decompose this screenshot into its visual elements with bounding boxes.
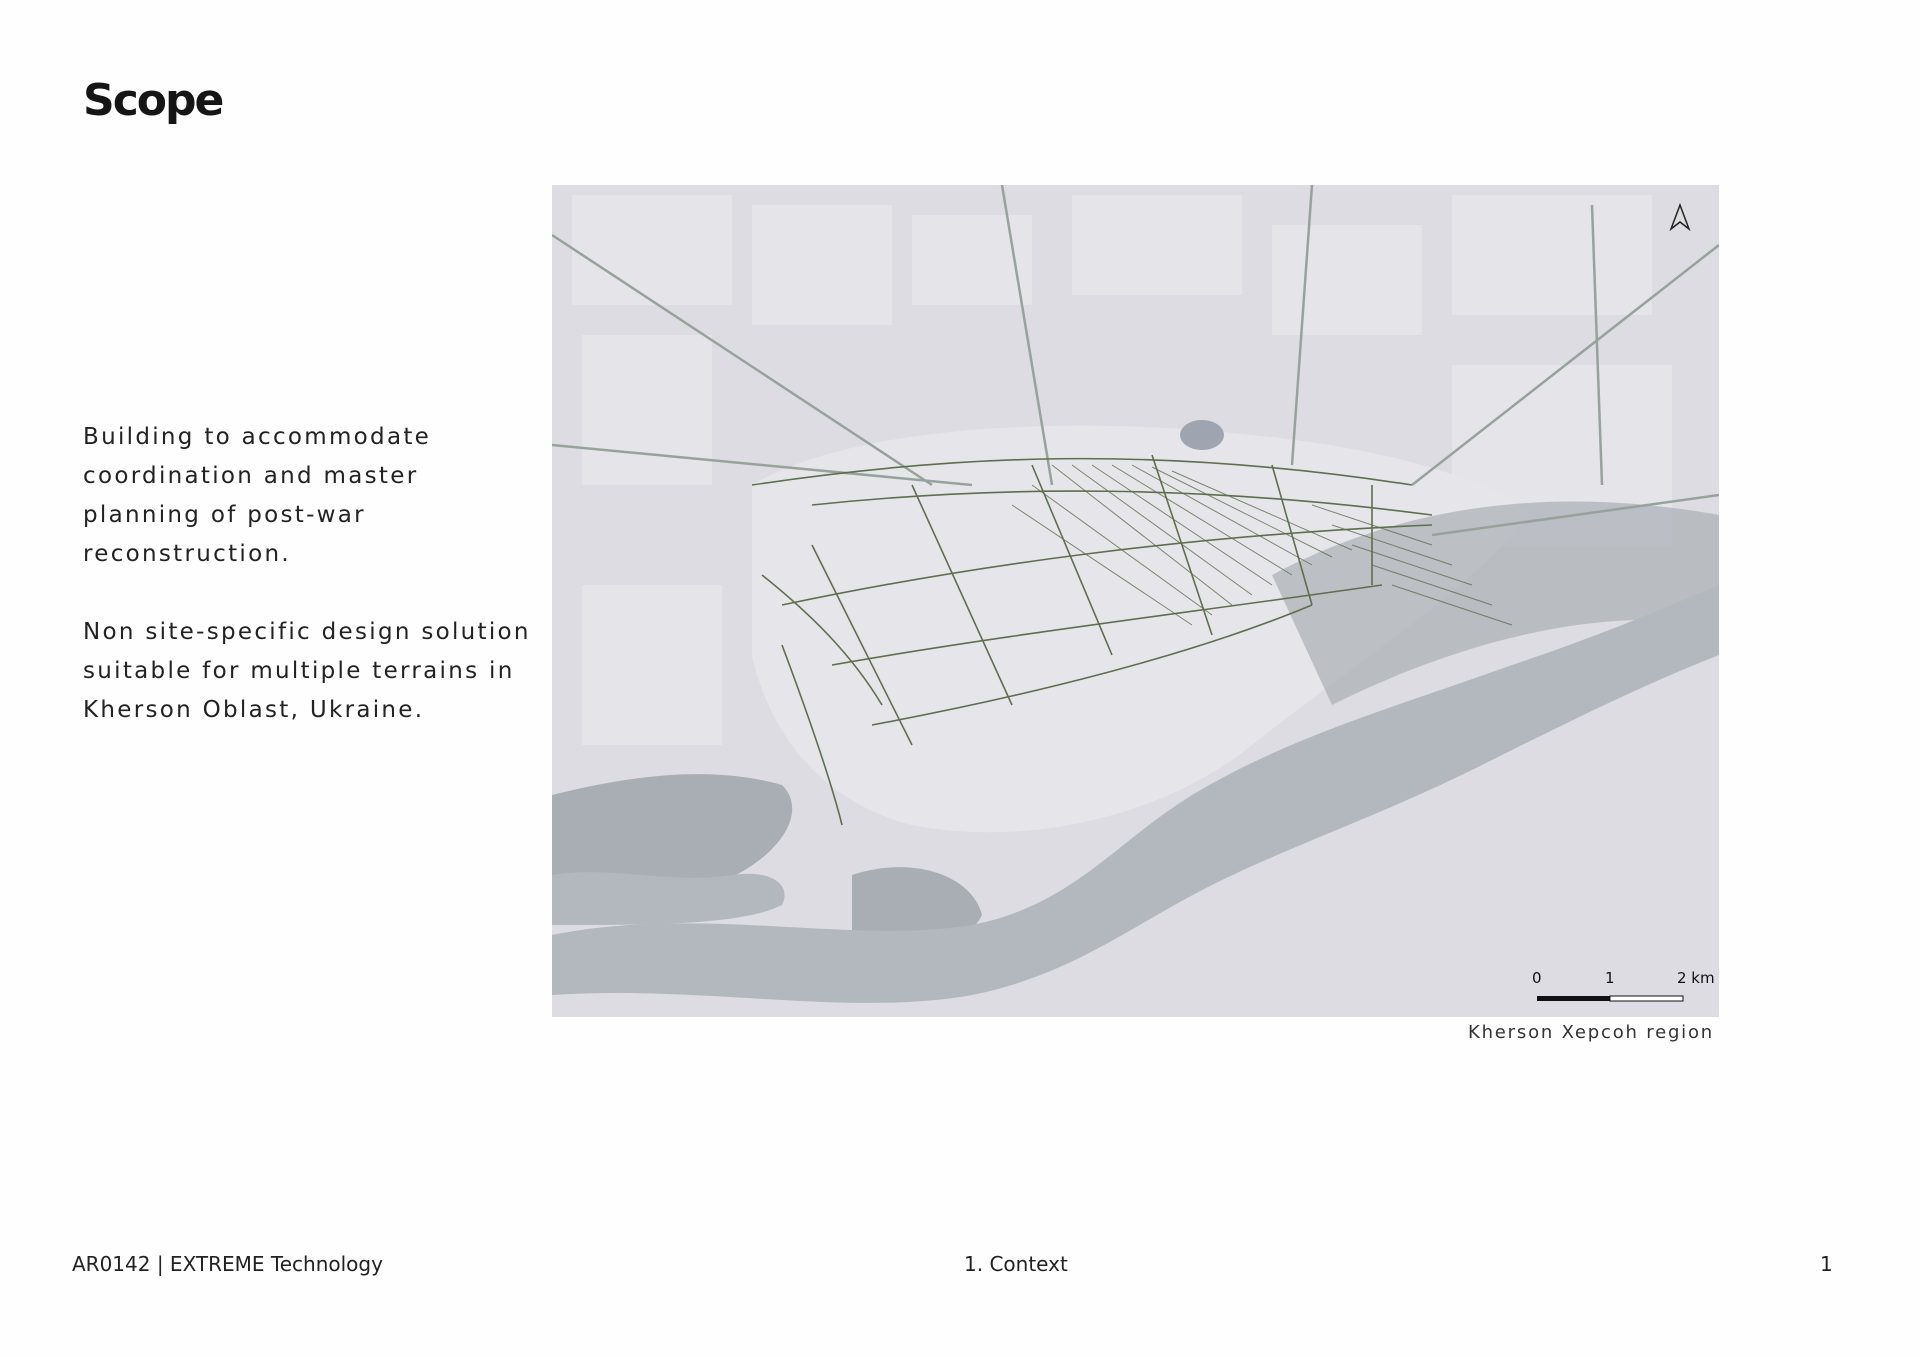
scale-label-0: 0 — [1532, 969, 1542, 987]
map-caption: Kherson Xepcoh region — [1468, 1022, 1714, 1043]
footer-course: AR0142 | EXTREME Technology — [72, 1252, 383, 1276]
scope-paragraph-1: Building to accommodate coordination and master planning of post-war reconstruction. — [83, 424, 432, 567]
scale-label-1: 1 — [1605, 969, 1615, 987]
scale-label-2: 2 km — [1677, 969, 1715, 987]
scope-paragraph-2: Non site-specific design solution suitable for multiple terrains in Kherson Oblast, Ukraine. — [83, 619, 531, 723]
footer-section: 1. Context — [964, 1252, 1068, 1276]
kherson-map — [552, 185, 1719, 1017]
page-title: Scope — [83, 75, 223, 126]
footer-page-number: 1 — [1820, 1252, 1833, 1276]
